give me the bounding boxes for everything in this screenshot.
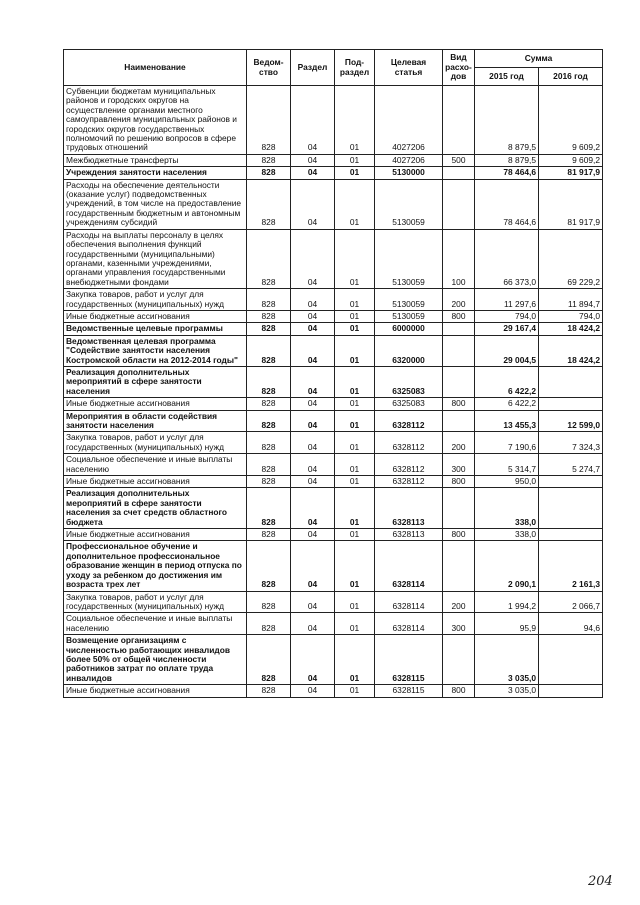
cell-exp-type: 800 bbox=[443, 476, 475, 488]
cell-target: 6328115 bbox=[375, 685, 443, 697]
cell-subsection: 01 bbox=[335, 541, 375, 591]
cell-target: 6328113 bbox=[375, 529, 443, 541]
cell-target: 5130059 bbox=[375, 289, 443, 311]
cell-target: 6325083 bbox=[375, 366, 443, 397]
cell-subsection: 01 bbox=[335, 591, 375, 613]
cell-2016 bbox=[539, 635, 603, 685]
cell-2016: 5 274,7 bbox=[539, 454, 603, 476]
cell-2016: 81 917,9 bbox=[539, 179, 603, 229]
cell-subsection: 01 bbox=[335, 398, 375, 410]
cell-2016: 794,0 bbox=[539, 310, 603, 322]
cell-2016 bbox=[539, 685, 603, 697]
cell-dept: 828 bbox=[247, 86, 291, 155]
cell-2016: 94,6 bbox=[539, 613, 603, 635]
table-row bbox=[64, 613, 603, 635]
cell-exp-type bbox=[443, 86, 475, 155]
cell-2015: 13 455,3 bbox=[475, 410, 539, 432]
cell-exp-type bbox=[443, 366, 475, 397]
cell-2016: 7 324,3 bbox=[539, 432, 603, 454]
table-row bbox=[64, 229, 603, 288]
cell-name: Расходы на обеспечение деятельности (оказание услуг) подведомственных учреждений, в том числе на предоставление государственным бюджетным и автономным учреждениям субсидий bbox=[64, 179, 247, 229]
cell-section: 04 bbox=[291, 613, 335, 635]
cell-section: 04 bbox=[291, 167, 335, 179]
cell-2016: 81 917,9 bbox=[539, 167, 603, 179]
cell-dept: 828 bbox=[247, 454, 291, 476]
table-row bbox=[64, 635, 603, 685]
cell-exp-type: 100 bbox=[443, 229, 475, 288]
cell-dept: 828 bbox=[247, 635, 291, 685]
cell-name: Закупка товаров, работ и услуг для государственных (муниципальных) нужд bbox=[64, 289, 247, 311]
cell-dept: 828 bbox=[247, 229, 291, 288]
cell-2015: 3 035,0 bbox=[475, 685, 539, 697]
cell-dept: 828 bbox=[247, 154, 291, 166]
table-row bbox=[64, 454, 603, 476]
cell-subsection: 01 bbox=[335, 366, 375, 397]
cell-2015: 338,0 bbox=[475, 529, 539, 541]
cell-section: 04 bbox=[291, 229, 335, 288]
cell-2015: 794,0 bbox=[475, 310, 539, 322]
cell-section: 04 bbox=[291, 476, 335, 488]
cell-2015: 5 314,7 bbox=[475, 454, 539, 476]
cell-subsection: 01 bbox=[335, 335, 375, 366]
cell-subsection: 01 bbox=[335, 179, 375, 229]
cell-dept: 828 bbox=[247, 432, 291, 454]
cell-section: 04 bbox=[291, 635, 335, 685]
cell-name: Возмещение организациям с численностью работающих инвалидов более 50% от общей численности работников затрат по оплате труда инвалидов bbox=[64, 635, 247, 685]
cell-section: 04 bbox=[291, 685, 335, 697]
cell-section: 04 bbox=[291, 454, 335, 476]
cell-subsection: 01 bbox=[335, 229, 375, 288]
cell-section: 04 bbox=[291, 179, 335, 229]
cell-exp-type: 800 bbox=[443, 529, 475, 541]
cell-2015: 78 464,6 bbox=[475, 179, 539, 229]
cell-name: Мероприятия в области содействия занятости населения bbox=[64, 410, 247, 432]
cell-name: Иные бюджетные ассигнования bbox=[64, 310, 247, 322]
cell-2015: 11 297,6 bbox=[475, 289, 539, 311]
cell-subsection: 01 bbox=[335, 635, 375, 685]
cell-subsection: 01 bbox=[335, 410, 375, 432]
cell-dept: 828 bbox=[247, 529, 291, 541]
cell-subsection: 01 bbox=[335, 685, 375, 697]
cell-2015: 6 422,2 bbox=[475, 398, 539, 410]
cell-dept: 828 bbox=[247, 335, 291, 366]
cell-subsection: 01 bbox=[335, 432, 375, 454]
cell-exp-type bbox=[443, 410, 475, 432]
cell-2016: 2 161,3 bbox=[539, 541, 603, 591]
cell-exp-type bbox=[443, 635, 475, 685]
cell-section: 04 bbox=[291, 591, 335, 613]
cell-2015: 29 167,4 bbox=[475, 323, 539, 335]
header-section: Раздел bbox=[291, 50, 335, 86]
table-row bbox=[64, 335, 603, 366]
cell-subsection: 01 bbox=[335, 154, 375, 166]
cell-target: 5130059 bbox=[375, 179, 443, 229]
cell-target: 6328112 bbox=[375, 410, 443, 432]
cell-2015: 8 879,5 bbox=[475, 86, 539, 155]
cell-dept: 828 bbox=[247, 591, 291, 613]
cell-subsection: 01 bbox=[335, 476, 375, 488]
cell-name: Закупка товаров, работ и услуг для государственных (муниципальных) нужд bbox=[64, 432, 247, 454]
cell-name: Социальное обеспечение и иные выплаты населению bbox=[64, 454, 247, 476]
cell-target: 4027206 bbox=[375, 86, 443, 155]
cell-2016 bbox=[539, 488, 603, 529]
cell-2015: 95,9 bbox=[475, 613, 539, 635]
cell-target: 6325083 bbox=[375, 398, 443, 410]
budget-table bbox=[63, 49, 603, 698]
cell-target: 6328112 bbox=[375, 432, 443, 454]
cell-exp-type bbox=[443, 335, 475, 366]
cell-2015: 8 879,5 bbox=[475, 154, 539, 166]
cell-2016: 2 066,7 bbox=[539, 591, 603, 613]
header-sum: Сумма bbox=[475, 50, 603, 68]
cell-name: Расходы на выплаты персоналу в целях обеспечения выполнения функций государственными (муниципальными) органами, казенными учреждениями, органами управления государственными внебюджетными фондами bbox=[64, 229, 247, 288]
cell-name: Ведомственная целевая программа "Содействие занятости населения Костромской области на 2012-2014 годы" bbox=[64, 335, 247, 366]
header-dept: Ведом-ство bbox=[247, 50, 291, 86]
cell-2015: 6 422,2 bbox=[475, 366, 539, 397]
cell-target: 6328112 bbox=[375, 454, 443, 476]
cell-section: 04 bbox=[291, 410, 335, 432]
cell-exp-type: 200 bbox=[443, 289, 475, 311]
cell-subsection: 01 bbox=[335, 167, 375, 179]
cell-dept: 828 bbox=[247, 541, 291, 591]
header-2015: 2015 год bbox=[475, 68, 539, 86]
table-row bbox=[64, 310, 603, 322]
cell-2016: 9 609,2 bbox=[539, 86, 603, 155]
cell-section: 04 bbox=[291, 289, 335, 311]
cell-section: 04 bbox=[291, 323, 335, 335]
table-row bbox=[64, 685, 603, 697]
cell-subsection: 01 bbox=[335, 323, 375, 335]
cell-target: 6328115 bbox=[375, 635, 443, 685]
cell-target: 6000000 bbox=[375, 323, 443, 335]
cell-exp-type bbox=[443, 323, 475, 335]
cell-2015: 2 090,1 bbox=[475, 541, 539, 591]
cell-2016 bbox=[539, 476, 603, 488]
cell-section: 04 bbox=[291, 432, 335, 454]
table-row bbox=[64, 86, 603, 155]
cell-name: Межбюджетные трансферты bbox=[64, 154, 247, 166]
cell-dept: 828 bbox=[247, 366, 291, 397]
cell-subsection: 01 bbox=[335, 488, 375, 529]
table-row bbox=[64, 591, 603, 613]
header-subsection: Под-раздел bbox=[335, 50, 375, 86]
cell-exp-type: 500 bbox=[443, 154, 475, 166]
cell-name: Иные бюджетные ассигнования bbox=[64, 476, 247, 488]
cell-target: 5130000 bbox=[375, 167, 443, 179]
cell-section: 04 bbox=[291, 398, 335, 410]
cell-name: Иные бюджетные ассигнования bbox=[64, 398, 247, 410]
cell-name: Реализация дополнительных мероприятий в сфере занятости населения bbox=[64, 366, 247, 397]
cell-2016 bbox=[539, 366, 603, 397]
cell-target: 6328114 bbox=[375, 541, 443, 591]
cell-exp-type: 800 bbox=[443, 398, 475, 410]
cell-name: Учреждения занятости населения bbox=[64, 167, 247, 179]
cell-dept: 828 bbox=[247, 310, 291, 322]
cell-exp-type: 300 bbox=[443, 613, 475, 635]
cell-target: 6328114 bbox=[375, 613, 443, 635]
header-2016: 2016 год bbox=[539, 68, 603, 86]
cell-2015: 338,0 bbox=[475, 488, 539, 529]
cell-name: Ведомственные целевые программы bbox=[64, 323, 247, 335]
cell-dept: 828 bbox=[247, 398, 291, 410]
cell-dept: 828 bbox=[247, 323, 291, 335]
cell-section: 04 bbox=[291, 310, 335, 322]
cell-target: 5130059 bbox=[375, 229, 443, 288]
cell-2015: 1 994,2 bbox=[475, 591, 539, 613]
cell-subsection: 01 bbox=[335, 310, 375, 322]
cell-exp-type bbox=[443, 167, 475, 179]
cell-subsection: 01 bbox=[335, 289, 375, 311]
cell-target: 6328112 bbox=[375, 476, 443, 488]
cell-target: 4027206 bbox=[375, 154, 443, 166]
cell-target: 6328113 bbox=[375, 488, 443, 529]
cell-2016: 69 229,2 bbox=[539, 229, 603, 288]
table-row bbox=[64, 476, 603, 488]
table-row bbox=[64, 323, 603, 335]
table-row bbox=[64, 529, 603, 541]
cell-name: Реализация дополнительных мероприятий в сфере занятости населения за счет средств областного бюджета bbox=[64, 488, 247, 529]
table-row bbox=[64, 398, 603, 410]
cell-2016: 18 424,2 bbox=[539, 323, 603, 335]
cell-name: Иные бюджетные ассигнования bbox=[64, 529, 247, 541]
table-row bbox=[64, 432, 603, 454]
cell-target: 5130059 bbox=[375, 310, 443, 322]
cell-dept: 828 bbox=[247, 476, 291, 488]
cell-section: 04 bbox=[291, 488, 335, 529]
cell-2016: 18 424,2 bbox=[539, 335, 603, 366]
cell-dept: 828 bbox=[247, 410, 291, 432]
cell-section: 04 bbox=[291, 86, 335, 155]
cell-exp-type bbox=[443, 541, 475, 591]
cell-exp-type: 800 bbox=[443, 310, 475, 322]
table-row bbox=[64, 541, 603, 591]
cell-2016 bbox=[539, 398, 603, 410]
cell-dept: 828 bbox=[247, 685, 291, 697]
header-target: Целевая статья bbox=[375, 50, 443, 86]
cell-name: Субвенции бюджетам муниципальных районов и городских округов на осуществление органами местного самоуправления муниципальных районов и городских округов государственных полномочий по решению вопросов в сфере трудовых отношений bbox=[64, 86, 247, 155]
cell-dept: 828 bbox=[247, 488, 291, 529]
cell-section: 04 bbox=[291, 335, 335, 366]
header-name: Наименование bbox=[64, 50, 247, 86]
cell-subsection: 01 bbox=[335, 86, 375, 155]
cell-section: 04 bbox=[291, 366, 335, 397]
cell-dept: 828 bbox=[247, 167, 291, 179]
cell-2016: 11 894,7 bbox=[539, 289, 603, 311]
cell-name: Социальное обеспечение и иные выплаты населению bbox=[64, 613, 247, 635]
cell-target: 6328114 bbox=[375, 591, 443, 613]
cell-exp-type: 200 bbox=[443, 432, 475, 454]
cell-2015: 66 373,0 bbox=[475, 229, 539, 288]
cell-2016 bbox=[539, 529, 603, 541]
cell-name: Иные бюджетные ассигнования bbox=[64, 685, 247, 697]
table-row bbox=[64, 289, 603, 311]
cell-dept: 828 bbox=[247, 613, 291, 635]
cell-dept: 828 bbox=[247, 179, 291, 229]
cell-section: 04 bbox=[291, 529, 335, 541]
table-row bbox=[64, 410, 603, 432]
header-exp-type: Вид расхо-дов bbox=[443, 50, 475, 86]
cell-2015: 29 004,5 bbox=[475, 335, 539, 366]
cell-subsection: 01 bbox=[335, 529, 375, 541]
page-number: 204 bbox=[588, 874, 613, 889]
cell-section: 04 bbox=[291, 154, 335, 166]
cell-dept: 828 bbox=[247, 289, 291, 311]
cell-section: 04 bbox=[291, 541, 335, 591]
cell-exp-type: 800 bbox=[443, 685, 475, 697]
table-row bbox=[64, 167, 603, 179]
cell-2015: 950,0 bbox=[475, 476, 539, 488]
table-row bbox=[64, 366, 603, 397]
cell-2015: 3 035,0 bbox=[475, 635, 539, 685]
cell-2015: 7 190,6 bbox=[475, 432, 539, 454]
cell-name: Закупка товаров, работ и услуг для государственных (муниципальных) нужд bbox=[64, 591, 247, 613]
table-row bbox=[64, 488, 603, 529]
cell-target: 6320000 bbox=[375, 335, 443, 366]
table-row bbox=[64, 179, 603, 229]
cell-subsection: 01 bbox=[335, 454, 375, 476]
cell-exp-type: 200 bbox=[443, 591, 475, 613]
cell-2015: 78 464,6 bbox=[475, 167, 539, 179]
cell-2016: 12 599,0 bbox=[539, 410, 603, 432]
cell-subsection: 01 bbox=[335, 613, 375, 635]
cell-exp-type: 300 bbox=[443, 454, 475, 476]
cell-exp-type bbox=[443, 179, 475, 229]
cell-2016: 9 609,2 bbox=[539, 154, 603, 166]
cell-exp-type bbox=[443, 488, 475, 529]
cell-name: Профессиональное обучение и дополнительное профессиональное образование женщин в период отпуска по уходу за ребенком до достижения им возраста трех лет bbox=[64, 541, 247, 591]
table-row bbox=[64, 154, 603, 166]
